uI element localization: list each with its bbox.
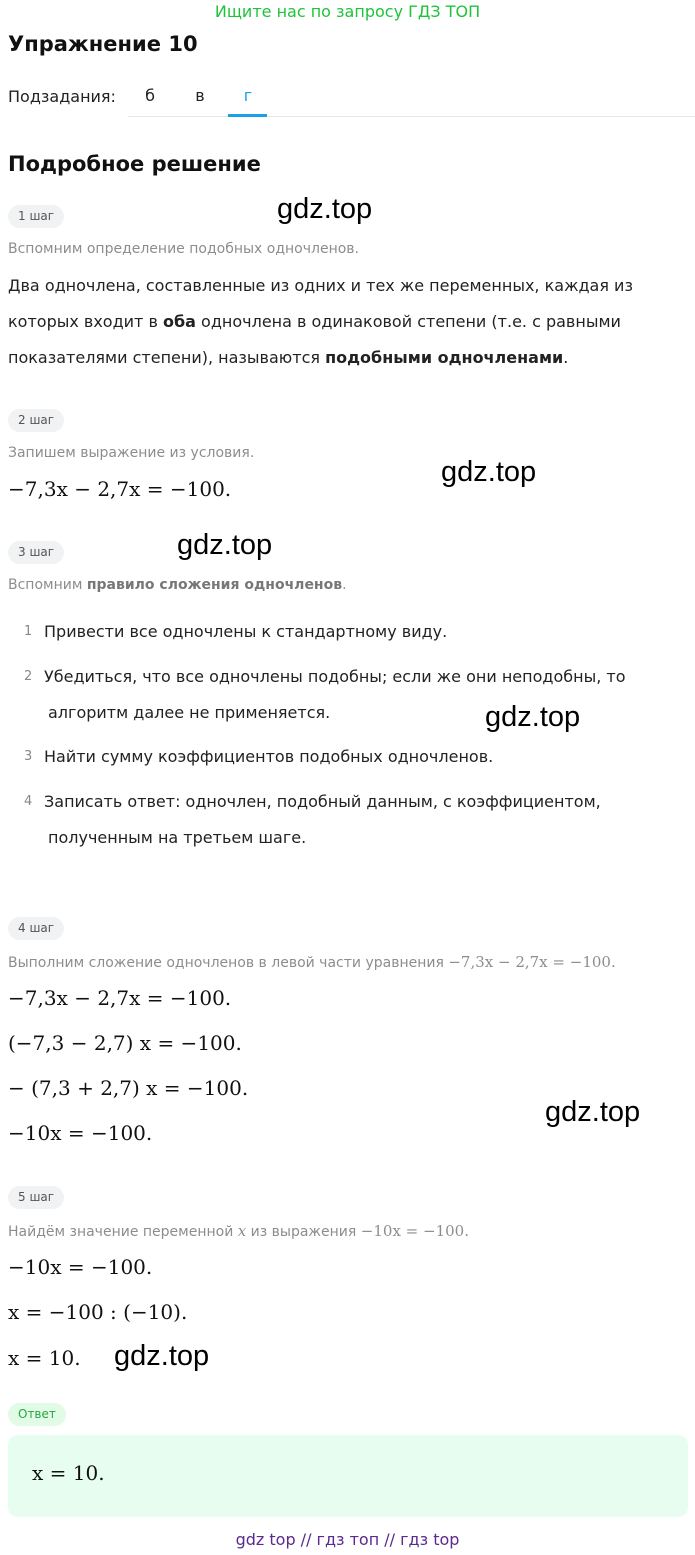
list-item-number: 3 bbox=[24, 749, 33, 764]
answer-badge: Ответ bbox=[8, 1403, 66, 1426]
list-item: Привести все одночлены к стандартному виду. bbox=[44, 622, 448, 641]
list-item-number: 4 bbox=[24, 794, 33, 809]
step-4-line-1: −7,3x − 2,7x = −100. bbox=[8, 986, 232, 1010]
step-5-badge: 5 шаг bbox=[8, 1186, 64, 1209]
step-4-badge: 4 шаг bbox=[8, 917, 64, 940]
definition-line-3: показателями степени), называются подобными одночленами. bbox=[8, 348, 569, 367]
list-item: Убедиться, что все одночлены подобны; если же они неподобны, то алгоритм далее не применяется. bbox=[44, 667, 626, 722]
tab-g[interactable]: г bbox=[243, 86, 253, 105]
tab-b[interactable]: б bbox=[145, 86, 155, 105]
step-1-badge: 1 шаг bbox=[8, 205, 64, 228]
list-item: Записать ответ: одночлен, подобный данным, с коэффициентом, полученным на третьем шаге. bbox=[44, 792, 601, 847]
footer-links[interactable]: gdz top // гдз топ // гдз top bbox=[235, 1530, 460, 1549]
watermark: gdz.top bbox=[177, 529, 273, 561]
list-item: Найти сумму коэффициентов подобных одночленов. bbox=[44, 747, 494, 766]
list-item-number: 1 bbox=[24, 624, 33, 639]
step-1-definition bbox=[8, 268, 688, 376]
tab-v[interactable]: в bbox=[195, 86, 205, 105]
answer-math: x = 10. bbox=[32, 1461, 105, 1485]
step-5-hint: Найдём значение переменной x из выражения −10x = −100. bbox=[8, 1222, 469, 1240]
step-2-equation: −7,3x − 2,7x = −100. bbox=[8, 477, 232, 501]
search-banner[interactable]: Ищите нас по запросу ГДЗ ТОП bbox=[214, 2, 481, 21]
step-5-line-1: −10x = −100. bbox=[8, 1255, 153, 1279]
watermark: gdz.top bbox=[277, 193, 373, 225]
step-1-hint: Вспомним определение подобных одночленов. bbox=[8, 241, 359, 257]
step-5-line-2: x = −100 : (−10). bbox=[8, 1300, 188, 1324]
solution-heading: Подробное решение bbox=[8, 152, 261, 176]
step-4-line-2: (−7,3 − 2,7) x = −100. bbox=[8, 1031, 242, 1055]
step-2-hint: Запишем выражение из условия. bbox=[8, 445, 255, 461]
answer-box bbox=[8, 1435, 688, 1517]
definition-line-2: которых входит в оба одночлена в одинаковой степени (т.е. с равными bbox=[8, 312, 621, 331]
watermark: gdz.top bbox=[114, 1340, 210, 1372]
watermark: gdz.top bbox=[441, 456, 537, 488]
subtasks-label: Подзадания: bbox=[8, 87, 116, 106]
step-4-line-4: −10x = −100. bbox=[8, 1121, 153, 1145]
definition-line-1: Два одночлена, составленные из одних и тех же переменных, каждая из bbox=[8, 276, 633, 295]
step-2-badge: 2 шаг bbox=[8, 409, 64, 432]
active-tab-indicator bbox=[228, 114, 267, 117]
watermark: gdz.top bbox=[545, 1096, 641, 1128]
step-4-hint: Выполним сложение одночленов в левой части уравнения −7,3x − 2,7x = −100. bbox=[8, 953, 616, 971]
step-3-badge: 3 шаг bbox=[8, 541, 64, 564]
step-4-line-3: − (7,3 + 2,7) x = −100. bbox=[8, 1076, 249, 1100]
step-5-line-3: x = 10. bbox=[8, 1346, 81, 1370]
page-title: Упражнение 10 bbox=[8, 32, 198, 56]
step-3-hint: Вспомним правило сложения одночленов. bbox=[8, 577, 347, 593]
subtasks-tabs bbox=[128, 78, 695, 117]
list-item-number: 2 bbox=[24, 669, 33, 684]
watermark: gdz.top bbox=[485, 701, 581, 733]
